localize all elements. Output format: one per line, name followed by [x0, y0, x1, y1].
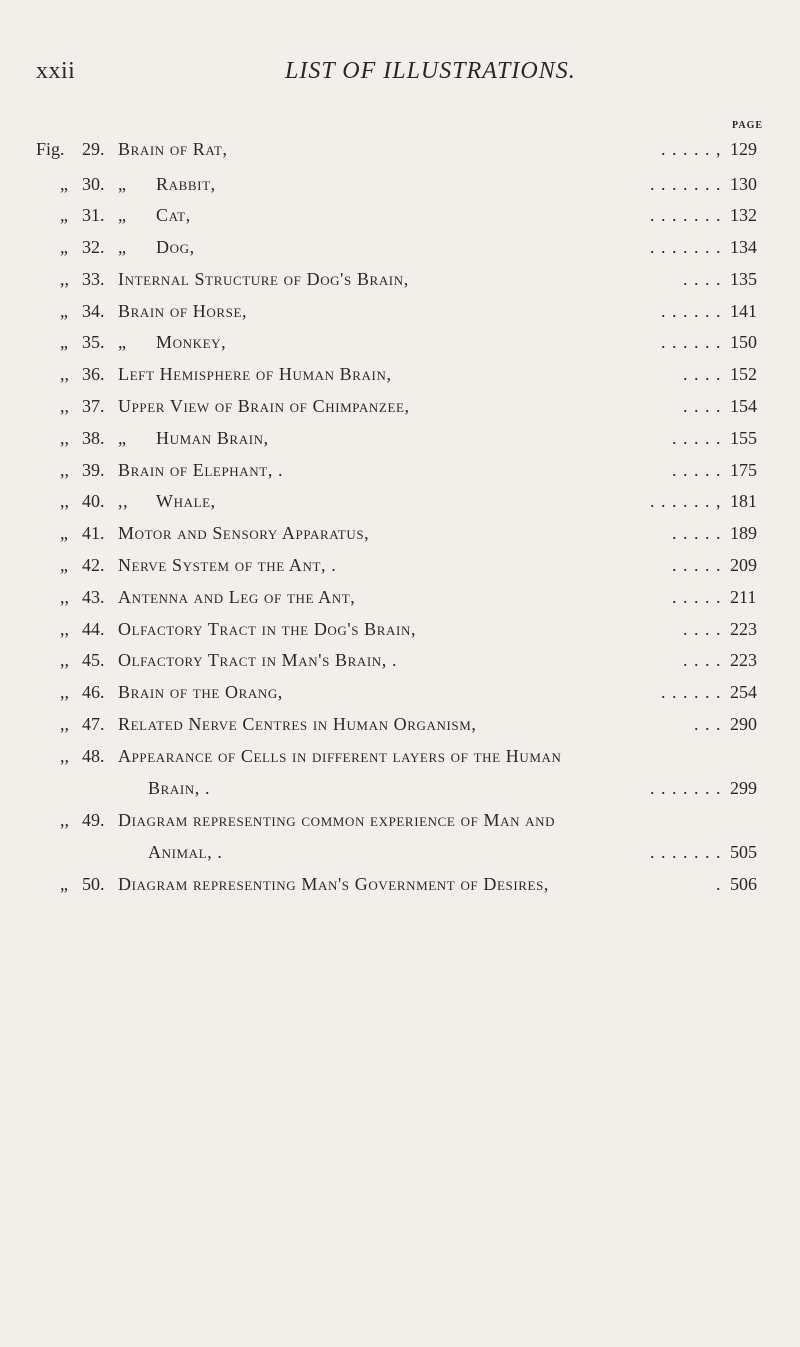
page-number: 189: [730, 523, 757, 543]
fig-title: [118, 200, 191, 230]
dot-leader: . . . . . . .: [650, 205, 722, 225]
fig-title: [118, 677, 283, 707]
fig-number: 43.: [82, 587, 105, 607]
fig-number: 42.: [82, 555, 105, 575]
page-number: 141: [730, 301, 757, 321]
fig-title: [118, 232, 195, 262]
fig-title-text: Brain of Horse,: [118, 301, 248, 321]
fig-prefix: „: [60, 874, 68, 894]
fig-title-text: Brain of Elephant, .: [118, 460, 284, 480]
fig-prefix: „: [60, 205, 68, 225]
fig-title-text: Related Nerve Centres in Human Organism,: [118, 714, 477, 734]
dot-leader: . . . . . . .: [650, 237, 722, 257]
dot-leader: . . . . . .: [661, 682, 722, 702]
fig-number: 49.: [82, 810, 105, 830]
page-number: 254: [730, 682, 757, 702]
page-number: 209: [730, 555, 757, 575]
fig-number: 46.: [82, 682, 105, 702]
list-item: [0, 805, 800, 835]
fig-number: 36.: [82, 364, 105, 384]
dot-leader: . . . . .: [672, 555, 722, 575]
fig-prefix: ,,: [60, 714, 69, 734]
list-item: [0, 134, 800, 164]
fig-title: [118, 550, 336, 580]
list-item: [0, 773, 800, 803]
page-number: 175: [730, 460, 757, 480]
fig-number: 32.: [82, 237, 105, 257]
fig-title-text: Monkey,: [156, 332, 227, 352]
dot-leader: . . . .: [683, 269, 722, 289]
fig-title: [118, 486, 216, 516]
list-item: [0, 264, 800, 294]
fig-title: [118, 741, 561, 771]
fig-title: [118, 709, 477, 739]
fig-prefix: ,,: [60, 682, 69, 702]
fig-title: [118, 614, 416, 644]
page-number: 506: [730, 874, 757, 894]
fig-title-text: Brain of the Orang,: [118, 682, 283, 702]
fig-title-text: Appearance of Cells in different layers of the Human: [118, 746, 562, 766]
fig-prefix: Fig.: [36, 139, 65, 159]
fig-title: [118, 296, 247, 326]
fig-title: [118, 134, 228, 164]
fig-title-text: Antenna and Leg of the Ant,: [118, 587, 356, 607]
fig-number: 30.: [82, 174, 105, 194]
list-item: [0, 518, 800, 548]
list-item: [0, 455, 800, 485]
fig-title-text: Nerve System of the Ant, .: [118, 555, 337, 575]
list-item: [0, 550, 800, 580]
fig-title-text: Rabbit,: [156, 174, 216, 194]
fig-prefix: „: [60, 332, 68, 352]
fig-prefix: ,,: [60, 428, 69, 448]
ditto-mark: „: [118, 428, 127, 448]
fig-title: [118, 391, 410, 421]
page-number: 223: [730, 650, 757, 670]
ditto-mark: „: [118, 205, 127, 225]
fig-title: [118, 359, 392, 389]
page-number: 150: [730, 332, 757, 352]
dot-leader: . . . .: [683, 619, 722, 639]
fig-title-text: Diagram representing Man's Government of Desires,: [118, 874, 549, 894]
dot-leader: . . . .: [683, 650, 722, 670]
dot-leader: . . . . . .: [661, 301, 722, 321]
ditto-mark: „: [118, 237, 127, 257]
list-item: [0, 423, 800, 453]
fig-title-text: Internal Structure of Dog's Brain,: [118, 269, 409, 289]
fig-number: 37.: [82, 396, 105, 416]
fig-number: 48.: [82, 746, 105, 766]
list-item: [0, 645, 800, 675]
ditto-mark: „: [118, 332, 127, 352]
fig-title-text: Cat,: [156, 205, 191, 225]
fig-prefix: „: [60, 523, 68, 543]
dot-leader: . . . . .: [672, 460, 722, 480]
page-number: 154: [730, 396, 757, 416]
fig-title: [118, 264, 409, 294]
dot-leader: . . . . . .: [661, 332, 722, 352]
fig-title-text: Olfactory Tract in the Dog's Brain,: [118, 619, 417, 639]
running-head: LIST OF ILLUSTRATIONS.: [285, 58, 576, 84]
list-item: [0, 169, 800, 199]
ditto-mark: ,,: [118, 491, 129, 511]
page-number: 223: [730, 619, 757, 639]
fig-title-text: Diagram representing common experience of Man and: [118, 810, 556, 830]
fig-prefix: ,,: [60, 491, 69, 511]
dot-leader: . . . . . . ,: [650, 491, 722, 511]
fig-number: 35.: [82, 332, 105, 352]
list-item: [0, 232, 800, 262]
fig-title: [118, 645, 397, 675]
list-item: [0, 486, 800, 516]
page-column-label: PAGE: [732, 120, 764, 131]
list-item: [0, 327, 800, 357]
dot-leader: . . . . . . .: [650, 778, 722, 798]
fig-title: [118, 518, 369, 548]
fig-title-text: Animal, .: [148, 842, 223, 862]
fig-number: 41.: [82, 523, 105, 543]
fig-prefix: ,,: [60, 364, 69, 384]
page-number: 181: [730, 491, 757, 511]
fig-number: 44.: [82, 619, 105, 639]
fig-title-text: Upper View of Brain of Chimpanzee,: [118, 396, 410, 416]
dot-leader: . . . . .: [672, 428, 722, 448]
fig-number: 38.: [82, 428, 105, 448]
dot-leader: . . . . .: [672, 587, 722, 607]
fig-number: 33.: [82, 269, 105, 289]
fig-title-text: Left Hemisphere of Human Brain,: [118, 364, 392, 384]
list-item: [0, 582, 800, 612]
fig-title: [118, 327, 226, 357]
page-number: 299: [730, 778, 757, 798]
list-item: [0, 677, 800, 707]
fig-prefix: ,,: [60, 269, 69, 289]
page-number: 132: [730, 205, 757, 225]
dot-leader: . . . . . . .: [650, 842, 722, 862]
fig-title: [118, 169, 216, 199]
page-number: 152: [730, 364, 757, 384]
list-item: [0, 837, 800, 867]
list-item: [0, 614, 800, 644]
fig-prefix: „: [60, 301, 68, 321]
list-item: [0, 200, 800, 230]
fig-prefix: „: [60, 174, 68, 194]
dot-leader: . . . . . ,: [661, 139, 722, 159]
list-item: [0, 359, 800, 389]
list-item: [0, 709, 800, 739]
fig-title-text: Motor and Sensory Apparatus,: [118, 523, 370, 543]
dot-leader: . . .: [694, 714, 722, 734]
ditto-mark: „: [118, 174, 127, 194]
page-number: 130: [730, 174, 757, 194]
fig-title-text: Human Brain,: [156, 428, 269, 448]
page-number: 155: [730, 428, 757, 448]
page-number: 505: [730, 842, 757, 862]
dot-leader: . . . . .: [672, 523, 722, 543]
fig-prefix: ,,: [60, 746, 69, 766]
fig-prefix: „: [60, 237, 68, 257]
dot-leader: . . . . . . .: [650, 174, 722, 194]
page-number: 134: [730, 237, 757, 257]
fig-title: [118, 455, 283, 485]
fig-number: 47.: [82, 714, 105, 734]
fig-number: 34.: [82, 301, 105, 321]
fig-number: 39.: [82, 460, 105, 480]
dot-leader: .: [716, 874, 722, 894]
page-number: 290: [730, 714, 757, 734]
fig-title: [148, 773, 210, 803]
fig-title-text: Whale,: [156, 491, 216, 511]
fig-title: [148, 837, 223, 867]
fig-prefix: ,,: [60, 396, 69, 416]
list-item: [0, 391, 800, 421]
dot-leader: . . . .: [683, 396, 722, 416]
fig-number: 45.: [82, 650, 105, 670]
fig-title-text: Olfactory Tract in Man's Brain, .: [118, 650, 398, 670]
dot-leader: . . . .: [683, 364, 722, 384]
fig-prefix: ,,: [60, 587, 69, 607]
fig-prefix: ,,: [60, 810, 69, 830]
fig-title-text: Brain, .: [148, 778, 211, 798]
fig-number: 50.: [82, 874, 105, 894]
fig-number: 31.: [82, 205, 105, 225]
page-number: 135: [730, 269, 757, 289]
page-number: 211: [730, 587, 757, 607]
fig-number: 40.: [82, 491, 105, 511]
page-folio: xxii: [36, 58, 76, 84]
fig-prefix: ,,: [60, 619, 69, 639]
fig-title: [118, 805, 555, 835]
fig-title: [118, 423, 269, 453]
fig-title-text: Brain of Rat,: [118, 139, 228, 159]
page-number: 129: [730, 139, 757, 159]
list-item: [0, 869, 800, 899]
list-item: [0, 741, 800, 771]
fig-prefix: ,,: [60, 650, 69, 670]
list-item: [0, 296, 800, 326]
fig-prefix: „: [60, 555, 68, 575]
fig-title: [118, 582, 355, 612]
fig-number: 29.: [82, 139, 105, 159]
fig-title-text: Dog,: [156, 237, 195, 257]
fig-title: [118, 869, 549, 899]
fig-prefix: ,,: [60, 460, 69, 480]
